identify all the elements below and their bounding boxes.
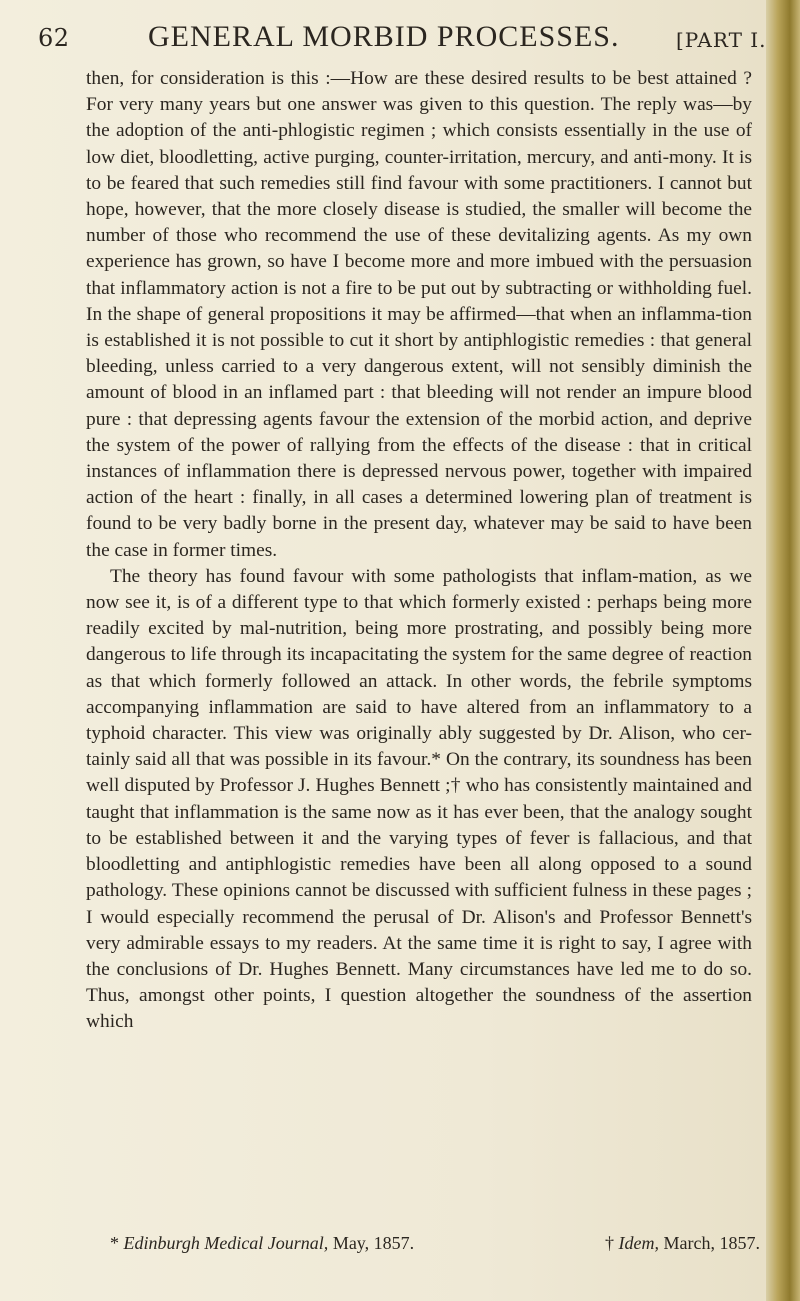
paragraph-1: then, for consideration is this :—How are these desired results to be best attained ? For very many years but one answer was given to this question. The reply was—by the adoption of the anti-phlogistic regimen ; which consists essentially in the use of low diet, bloodletting, active purging, counter-irritation, mercury, and anti-mony. It is to be feared that such remedies still find favour with some practitioners. I cannot but hope, however, that the more closely disease is studied, the smaller will become the number of those who recommend the use of these devitalizing agents. As my own experience has grown, so have I become more and more imbued with the persuasion that inflammatory action is not a fire to be put out by subtracting or withholding fuel. In the shape of general propositions it may be affirmed—that when an inflamma-tion is established it is not possible to cut it short by antiphlogistic remedies : that general bleeding, unless carried to a very dangerous extent, will not sensibly diminish the amount of blood in an inflamed part : that bleeding will not render an impure blood pure : that depressing agents favour the extension of the morbid action, and deprive the system of the power of rallying from the effects of the disease : that in critical instances of inflammation there is depressed nervous power, together with impaired action of the heart : finally, in all cases a determined lowering plan of treatment is found to be very badly borne in the present day, whatever may be said to have been the case in former times. <box>86 68 752 561</box>
footnote-2-mark: † <box>605 1233 615 1253</box>
footnote-2 <box>605 1232 760 1254</box>
footnotes <box>110 1232 760 1254</box>
footnote-2-date: March, 1857. <box>663 1233 760 1253</box>
footnote-1-mark: * <box>110 1233 119 1253</box>
part-label: [PART I. <box>676 28 767 52</box>
page-header <box>38 18 778 62</box>
running-title: GENERAL MORBID PROCESSES. <box>148 20 620 53</box>
page-number: 62 <box>38 24 70 52</box>
footnote-1-source: Edinburgh Medical Journal, <box>123 1233 329 1253</box>
footnote-1-date: May, 1857. <box>332 1233 415 1253</box>
footnote-2-source: Idem, <box>618 1233 660 1253</box>
body-text <box>86 66 752 1036</box>
paragraph-2: The theory has found favour with some pathologists that inflam-mation, as we now see it, is of a different type to that which formerly existed : perhaps being more readily excited by mal-nutrition, being more prostrating, and possibly being more dangerous to life through its incapacitating the system for the same degree of reaction as that which formerly followed an attack. In other words, the febrile symptoms accompanying inflammation are said to have altered from an inflammatory to a typhoid character. This view was originally ably suggested by Dr. Alison, who cer-tainly said all that was possible in its favour.* On the contrary, its soundness has been well disputed by Professor J. Hughes Bennett ;† who has consistently maintained and taught that inflammation is the same now as it has ever been, that the analogy sought to be established between it and the varying types of fever is fallacious, and that bloodletting and antiphlogistic remedies have been all along opposed to a sound pathology. These opinions cannot be discussed with sufficient fulness in these pages ; I would especially recommend the perusal of Dr. Alison's and Professor Bennett's very admirable essays to my readers. At the same time it is right to say, I agree with the conclusions of Dr. Hughes Bennett. Many circumstances have led me to do so. Thus, amongst other points, I question altogether the soundness of the assertion which <box>86 565 752 1033</box>
footnote-1 <box>110 1232 414 1254</box>
page-edge <box>766 0 800 1301</box>
